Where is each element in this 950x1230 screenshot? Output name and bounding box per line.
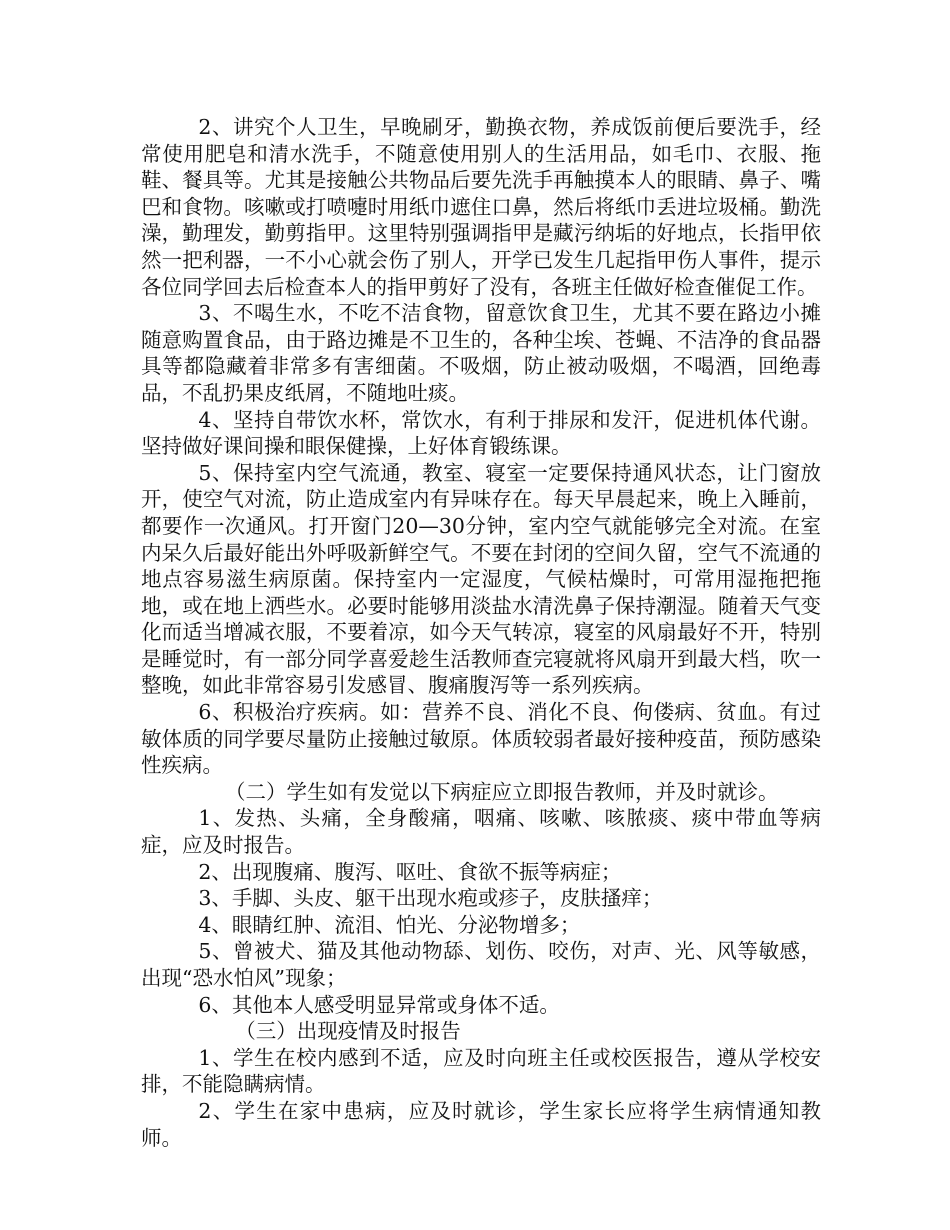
list-item-abdominal: 2、出现腹痛、腹泻、呕吐、食欲不振等病症； xyxy=(198,859,622,884)
list-item-eyes: 4、眼睛红肿、流泪、怕光、分泌物增多； xyxy=(198,912,581,937)
document-body xyxy=(141,114,821,1151)
list-item-other: 6、其他本人感受明显异常或身体不适。 xyxy=(198,992,560,1017)
list-item-report-at-school: 1、学生在校内感到不适，应及时向班主任或校医报告，遵从学校安排，不能隐瞒病情。 xyxy=(141,1045,821,1097)
list-item-animal-bite: 5、曾被犬、猫及其他动物舔、划伤、咬伤，对声、光、风等敏感，出现“恐水怕风”现象； xyxy=(141,939,821,990)
paragraph-hygiene: 2、讲究个人卫生，早晚刷牙，勤换衣物，养成饭前便后要洗手，经常使用肥皂和清水洗手，不随意使用别人的生活用品，如毛巾、衣服、拖鞋、餐具等。尤其是接触公共物品后要先洗手再触摸本人的眼睛、鼻子、嘴巴和食物。咳嗽或打喷嚏时用纸巾遮住口鼻，然后将纸巾丢进垃圾桶。勤洗澡，勤理发，勤剪指甲。这里特别强调指甲是藏污纳垢的好地点，长指甲依然一把利器，一不小心就会伤了别人，开学已发生几起指甲伤人事件，提示各位同学回去后检查本人的指甲剪好了没有，各班主任做好检查催促工作。 xyxy=(141,115,821,299)
paragraph-food-safety: 3、不喝生水，不吃不洁食物，留意饮食卫生，尤其不要在路边小摊随意购置食品，由于路边摊是不卫生的，各种尘埃、苍蝇、不洁净的食品器具等都隐藏着非常多有害细菌。不吸烟，防止被动吸烟，不喝酒，回绝毒品，不乱扔果皮纸屑，不随地吐痰。 xyxy=(141,301,821,405)
section-heading-report-symptoms: （二）学生如有发觉以下病症应立即报告教师，并及时就诊。 xyxy=(225,779,779,804)
paragraph-drinking-water: 4、坚持自带饮水杯，常饮水，有利于排尿和发汗，促进机体代谢。坚持做好课间操和眼保健操，上好体育锻练课。 xyxy=(141,407,821,459)
section-heading-report-epidemic: （三）出现疫情及时报告 xyxy=(235,1019,461,1044)
list-item-report-at-home: 2、学生在家中患病，应及时就诊，学生家长应将学生病情通知教师。 xyxy=(141,1098,821,1150)
list-item-fever: 1、发热、头痛，全身酸痛，咽痛、咳嗽、咳脓痰、痰中带血等病症，应及时报告。 xyxy=(141,806,821,858)
list-item-skin: 3、手脚、头皮、躯干出现水疱或疹子，皮肤搔痒； xyxy=(198,886,663,911)
paragraph-ventilation: 5、保持室内空气流通，教室、寝室一定要保持通风状态，让门窗放开，使空气对流，防止造成室内有异味存在。每天早晨起来，晚上入睡前，都要作一次通风。打开窗门20—30分钟，室内空气就能够完全对流。在室内呆久后最好能出外呼吸新鲜空气。不要在封闭的空间久留，空气不流通的地点容易滋生病原菌。保持室内一定湿度，气候枯燥时，可常用湿拖把拖地，或在地上洒些水。必要时能够用淡盐水清洗鼻子保持潮湿。随着天气变化而适当增减衣服，不要着凉，如今天气转凉，寝室的风扇最好不开，特别是睡觉时，有一部分同学喜爱趁生活教师查完寝就将风扇开到最大档，吹一整晚，如此非常容易引发感冒、腹痛腹泻等一系列疾病。 xyxy=(141,460,821,698)
paragraph-treat-disease: 6、积极治疗疾病。如：营养不良、消化不良、佝偻病、贫血。有过敏体质的同学要尽量防止接触过敏原。体质较弱者最好接种疫苗，预防感染性疾病。 xyxy=(141,700,821,778)
